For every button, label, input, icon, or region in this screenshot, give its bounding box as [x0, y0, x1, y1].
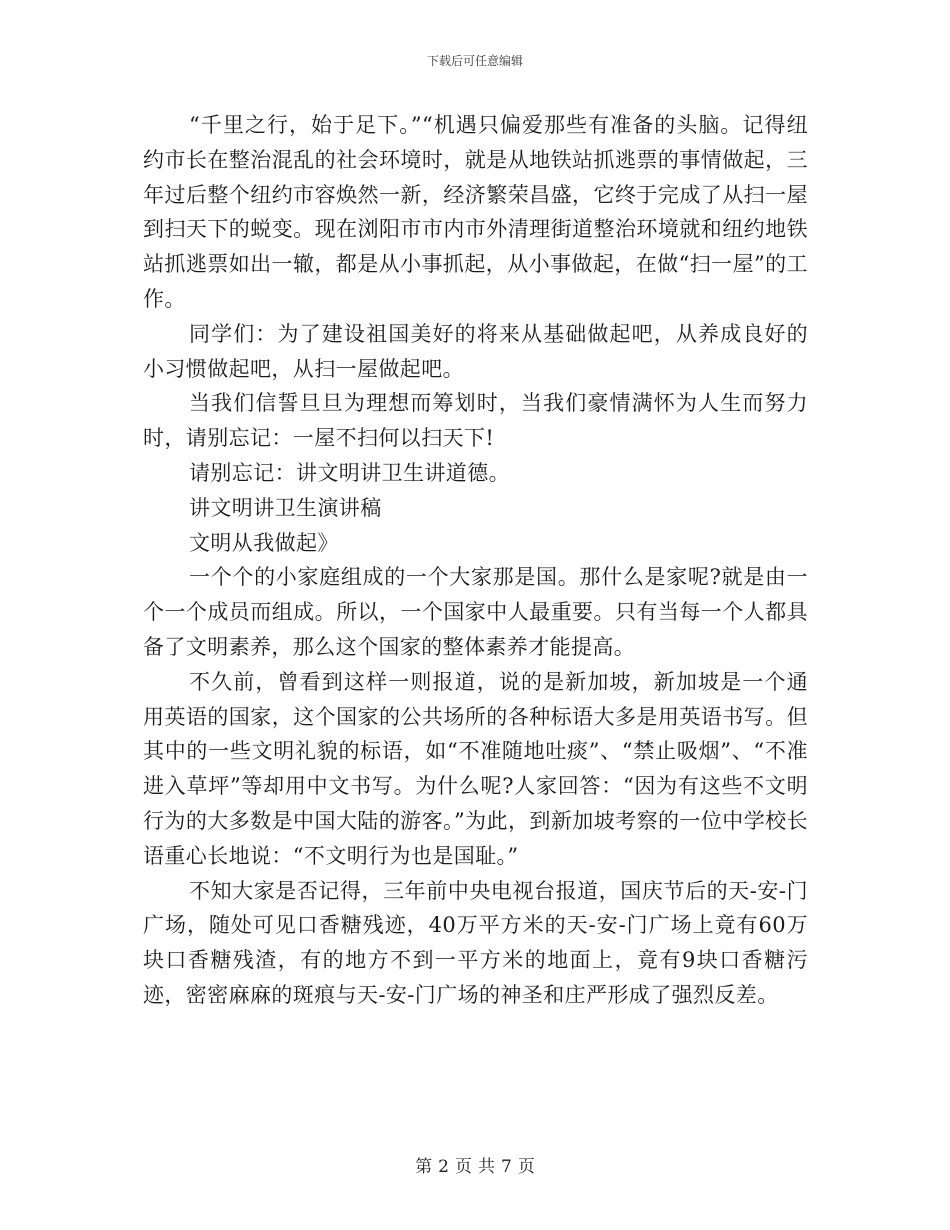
paragraph-3: 当我们信誓旦旦为理想而筹划时，当我们豪情满怀为人生而努力时，请别忘记：一屋不扫何以扫天下! — [143, 391, 808, 451]
footer-total-pages: 7 — [501, 1157, 512, 1177]
document-body — [143, 108, 808, 1013]
footer-suffix: 页 — [517, 1157, 535, 1177]
paragraph-5-title: 讲文明讲卫生演讲稿 — [189, 495, 382, 520]
paragraph-2: 同学们：为了建设祖国美好的将来从基础做起吧，从养成良好的小习惯做起吧，从扫一屋做起吧。 — [143, 321, 808, 381]
paragraph-6-subtitle: 文明从我做起》 — [189, 530, 339, 555]
paragraph-8: 不久前，曾看到这样一则报道，说的是新加坡，新加坡是一个通用英语的国家，这个国家的公共场所的各种标语大多是用英语书写。但其中的一些文明礼貌的标语，如“不准随地吐痰”、“禁止吸烟”、“不准进入草坪”等却用中文书写。为什么呢?人家回答：“因为有这些不文明行为的大多数是中国大陆的游客。”为此，到新加坡考察的一位中学校长语重心长地说：“不文明行为也是国耻。” — [143, 669, 808, 868]
paragraph-7: 一个个的小家庭组成的一个大家那是国。那什么是家呢?就是由一个一个成员而组成。所以，一个国家中人最重要。只有当每一个人都具备了文明素养，那么这个国家的整体素养才能提高。 — [143, 565, 808, 659]
paragraph-9: 不知大家是否记得，三年前中央电视台报道，国庆节后的天-安-门广场，随处可见口香糖残迹，40万平方米的天-安-门广场上竟有60万块口香糖残渣，有的地方不到一平方米的地面上，竟有9块口香糖污迹，密密麻麻的斑痕与天-安-门广场的神圣和庄严形成了强烈反差。 — [143, 878, 808, 1007]
footer-prefix: 第 — [415, 1157, 433, 1177]
footer-current-page: 2 — [438, 1157, 449, 1177]
footer-page-word: 页 — [455, 1157, 472, 1177]
paragraph-4: 请别忘记：讲文明讲卫生讲道德。 — [189, 460, 510, 485]
page-footer — [0, 1152, 950, 1177]
paragraph-1: “千里之行，始于足下。”“机遇只偏爱那些有准备的头脑。记得纽约市长在整治混乱的社会环境时，就是从地铁站抓逃票的事情做起，三年过后整个纽约市容焕然一新，经济繁荣昌盛，它终于完成了从扫一屋到扫天下的蜕变。现在浏阳市市内市外清理街道整治环境就和纽约地铁站抓逃票如出一辙，都是从小事抓起，从小事做起，在做“扫一屋”的工作。 — [143, 113, 808, 311]
footer-total-word: 共 — [478, 1157, 495, 1177]
page-header-note: 下载后可任意编辑 — [426, 54, 523, 68]
